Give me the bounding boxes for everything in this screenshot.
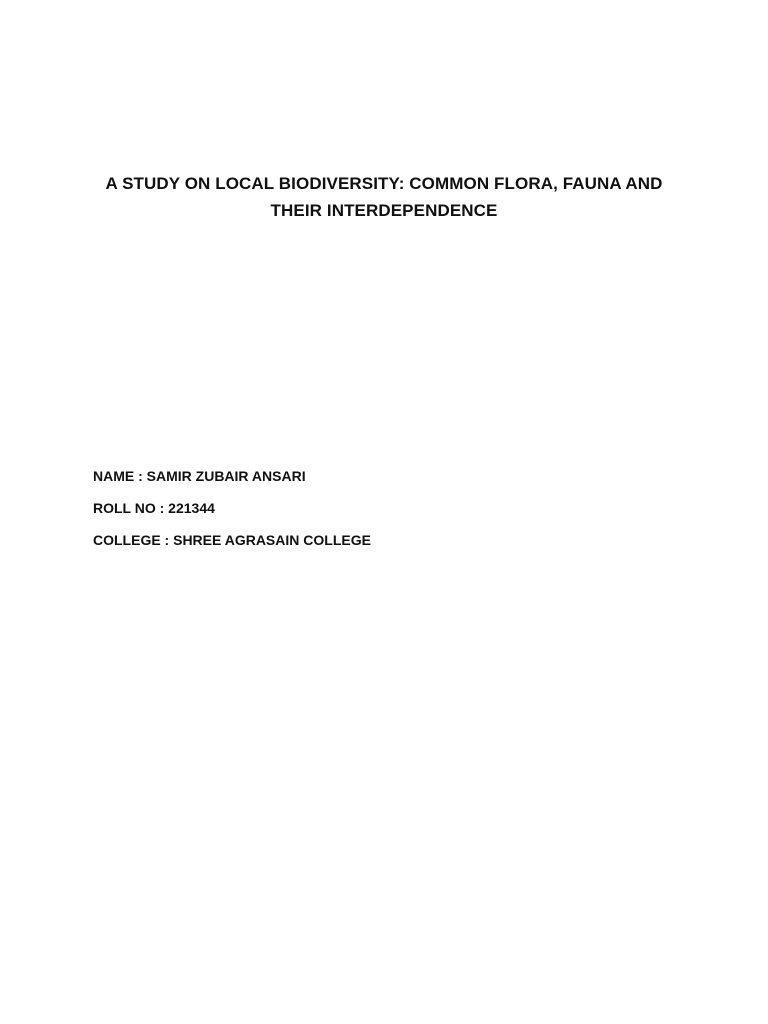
student-name: NAME : SAMIR ZUBAIR ANSARI bbox=[93, 468, 306, 484]
document-title bbox=[80, 170, 688, 224]
roll-number: ROLL NO : 221344 bbox=[93, 500, 215, 516]
college-name: COLLEGE : SHREE AGRASAIN COLLEGE bbox=[93, 532, 371, 548]
title-line-1: A STUDY ON LOCAL BIODIVERSITY: COMMON FLORA, FAUNA AND bbox=[105, 174, 663, 193]
student-details bbox=[93, 466, 371, 562]
title-line-2: THEIR INTERDEPENDENCE bbox=[270, 201, 498, 220]
